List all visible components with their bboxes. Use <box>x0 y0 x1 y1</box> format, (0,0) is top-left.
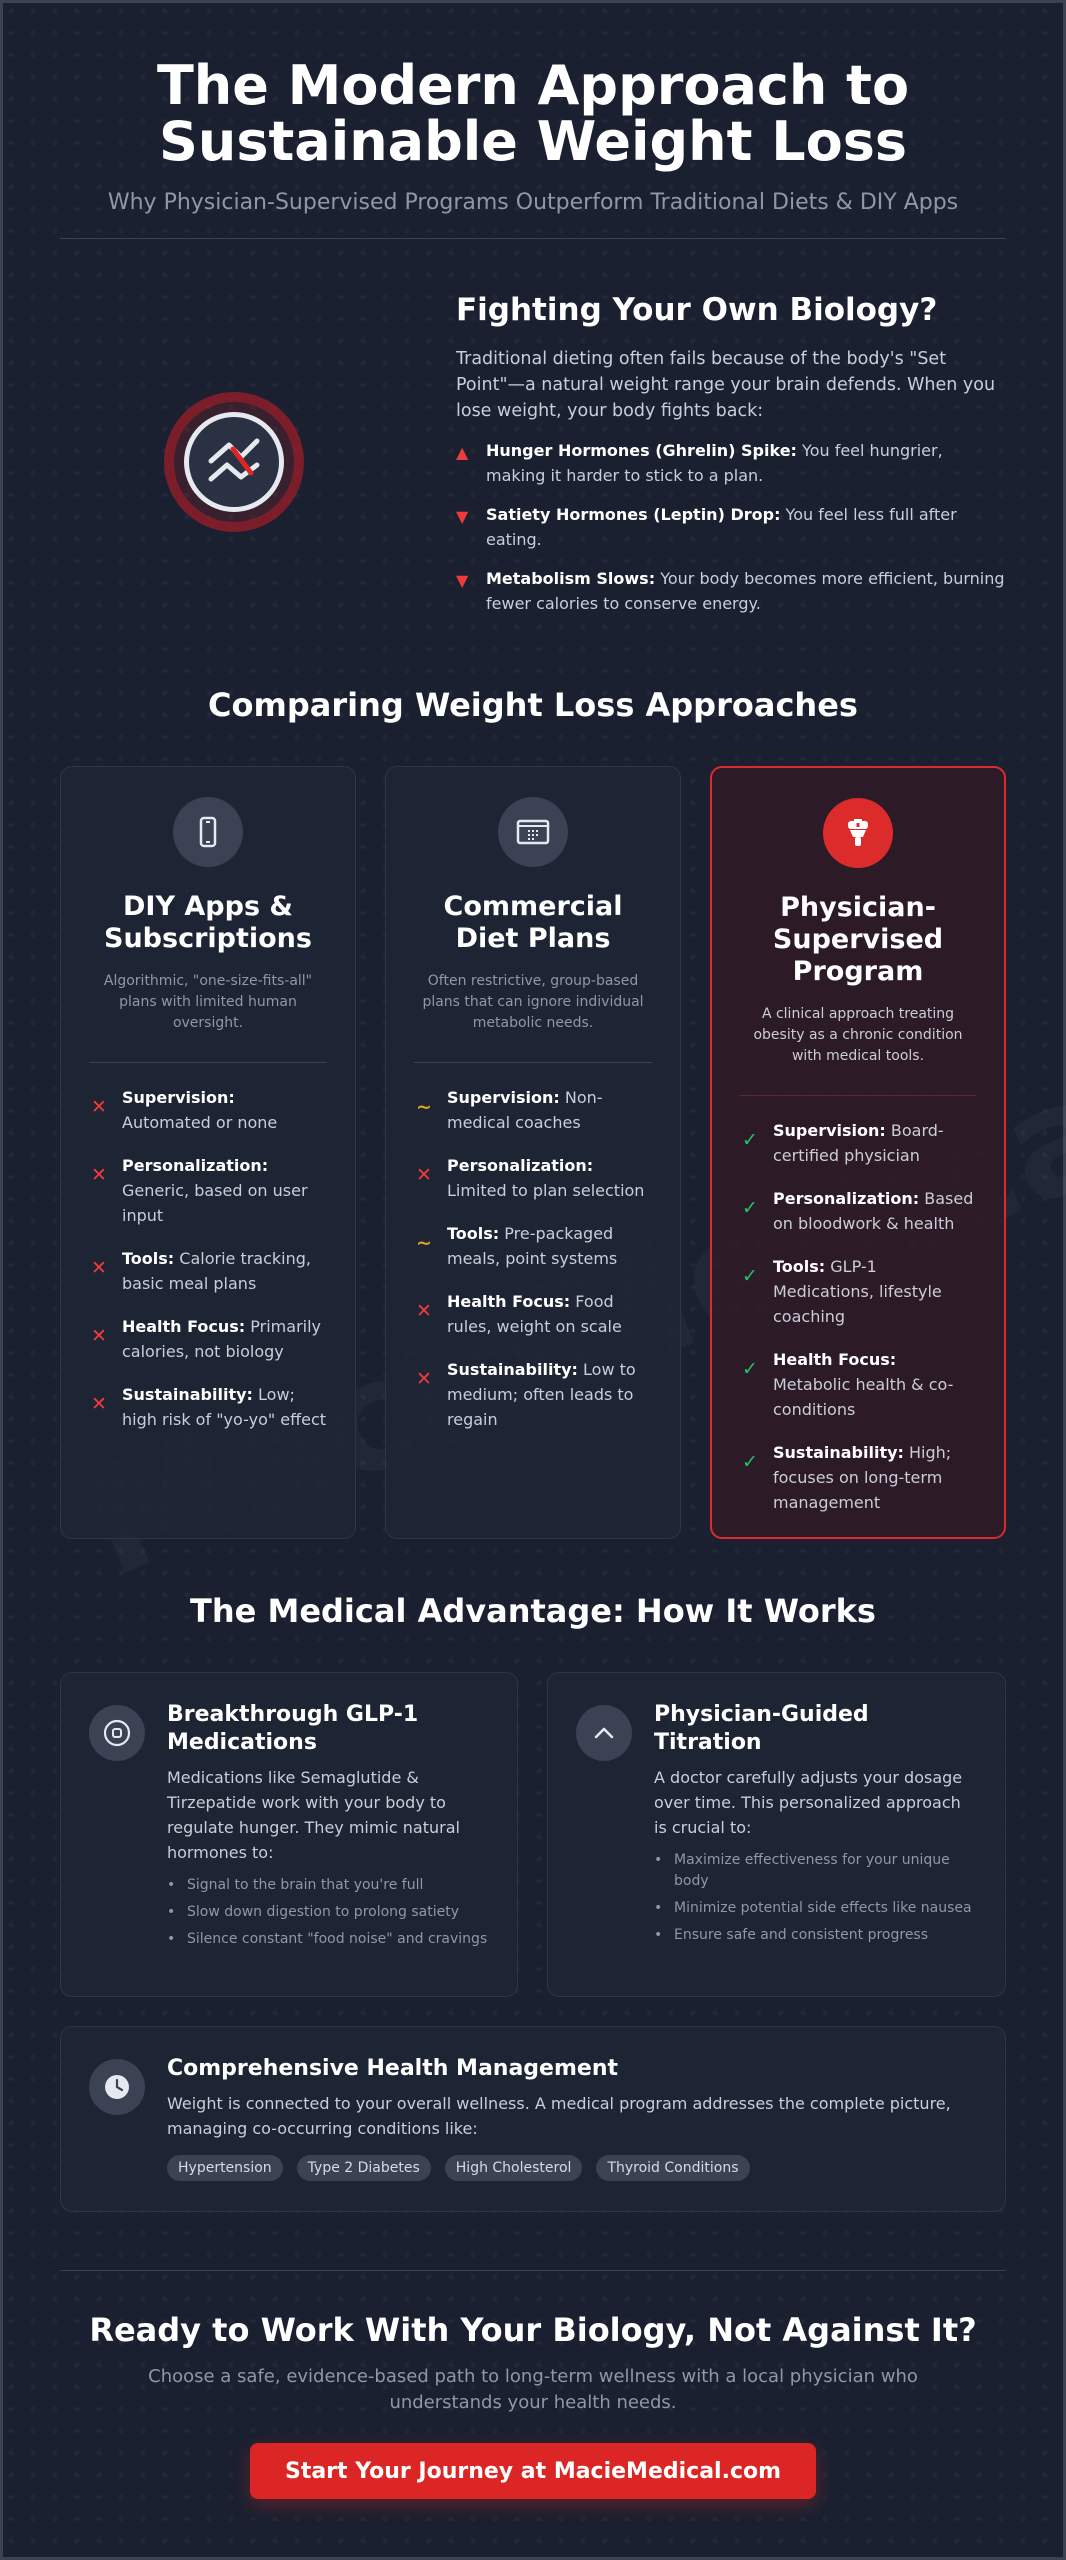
card-titration <box>547 1672 1006 1997</box>
card-divider <box>89 1062 327 1063</box>
feature-item: ✓ Health Focus: Metabolic health & co-conditions <box>742 1350 954 1419</box>
advantage-title: The Medical Advantage: How It Works <box>190 1592 876 1630</box>
card-divider <box>414 1062 652 1063</box>
cross-icon: ✕ <box>91 1164 107 1186</box>
feature-list <box>414 1085 652 1432</box>
list-item: ▲ Hunger Hormones (Ghrelin) Spike: You feel hungrier, making it harder to stick to a plan. <box>456 441 943 485</box>
card-title: Comprehensive Health Management <box>167 2056 618 2081</box>
check-icon: ✓ <box>742 1265 758 1287</box>
cross-icon: ✕ <box>91 1393 107 1415</box>
cross-icon: ✕ <box>91 1096 107 1118</box>
condition-tag: Type 2 Diabetes <box>297 2155 431 2181</box>
comparison-title: Comparing Weight Loss Approaches <box>208 686 858 724</box>
feature-item: ✕ Supervision: Automated or none <box>91 1088 278 1132</box>
cross-icon: ✕ <box>416 1300 432 1322</box>
feature-item: ✓ Sustainability: High; focuses on long-term management <box>742 1443 952 1512</box>
chevron-up-icon <box>576 1705 632 1761</box>
condition-tags <box>167 2155 977 2181</box>
feature-list <box>89 1085 327 1432</box>
list-item: • Maximize effectiveness for your unique body <box>654 1850 977 1892</box>
feature-item: ✕ Personalization: Limited to plan selection <box>416 1156 645 1200</box>
title-line-1: The Modern Approach to <box>156 54 910 117</box>
check-icon: ✓ <box>742 1451 758 1473</box>
card-title: Physician-Guided Titration <box>654 1702 869 1755</box>
card-health-management <box>60 2026 1006 2212</box>
check-icon: ✓ <box>742 1358 758 1380</box>
biology-section <box>60 292 1006 632</box>
list-item: ▼ Satiety Hormones (Leptin) Drop: You feel less full after eating. <box>456 505 957 549</box>
hormone-scale-icon <box>164 392 304 532</box>
condition-tag: High Cholesterol <box>445 2155 583 2181</box>
card-description: Often restrictive, group-based plans that can ignore individual metabolic needs. <box>422 973 644 1031</box>
list-item: • Minimize potential side effects like nausea <box>654 1898 977 1919</box>
card-description: Algorithmic, "one-size-fits-all" plans with limited human oversight. <box>103 973 313 1031</box>
card-text: Weight is connected to your overall wellness. A medical program addresses the complete picture, managing co-occurring conditions like: <box>167 2094 951 2138</box>
arrow-down-icon: ▼ <box>456 571 469 590</box>
cross-icon: ✕ <box>416 1368 432 1390</box>
card-physician-supervised <box>710 766 1006 1539</box>
feature-item: ✕ Tools: Calorie tracking, basic meal plans <box>91 1249 311 1293</box>
bullet-list <box>167 1875 489 1950</box>
page-title <box>60 54 1006 173</box>
card-commercial-diets <box>385 766 681 1539</box>
card-description: A clinical approach treating obesity as a chronic condition with medical tools. <box>753 1006 963 1064</box>
feature-item: ✕ Health Focus: Food rules, weight on scale <box>416 1292 622 1336</box>
list-item: • Silence constant "food noise" and cravings <box>167 1929 489 1950</box>
cta-subtitle: Choose a safe, evidence-based path to long-term wellness with a local physician who understands your health needs. <box>148 2366 918 2413</box>
feature-item: ✕ Sustainability: Low; high risk of "yo-yo" effect <box>91 1385 327 1429</box>
card-title: Breakthrough GLP-1 Medications <box>167 1702 419 1755</box>
smartphone-icon <box>173 797 243 867</box>
tilde-icon: ~ <box>416 1096 432 1118</box>
card-title: DIY Apps & Subscriptions <box>104 891 312 954</box>
bullet-list <box>654 1850 977 1946</box>
cta-title: Ready to Work With Your Biology, Not Against It? <box>89 2311 977 2349</box>
feature-item: ✕ Sustainability: Low to medium; often leads to regain <box>416 1360 636 1429</box>
capsule-icon <box>89 1705 145 1761</box>
feature-item: ~ Supervision: Non-medical coaches <box>416 1088 603 1132</box>
card-diy-apps <box>60 766 356 1539</box>
condition-tag: Hypertension <box>167 2155 283 2181</box>
feature-item: ~ Tools: Pre-packaged meals, point systems <box>416 1224 618 1268</box>
comparison-cards <box>60 766 1006 1539</box>
cross-icon: ✕ <box>91 1325 107 1347</box>
feature-item: ✓ Supervision: Board-certified physician <box>742 1121 944 1165</box>
page-header <box>60 54 1006 215</box>
card-text: Medications like Semaglutide & Tirzepatide work with your body to regulate hunger. They mimic natural hormones to: <box>167 1768 460 1862</box>
condition-tag: Thyroid Conditions <box>596 2155 749 2181</box>
biology-title: Fighting Your Own Biology? <box>456 292 938 328</box>
list-item: • Ensure safe and consistent progress <box>654 1925 977 1946</box>
check-icon: ✓ <box>742 1129 758 1151</box>
biology-lead: Traditional dieting often fails because of the body's "Set Point"—a natural weight range your brain defends. When you lose weight, your body fights back: <box>456 349 996 421</box>
biology-list <box>456 438 1006 616</box>
card-title: Commercial Diet Plans <box>443 891 623 954</box>
start-journey-button[interactable]: Start Your Journey at MacieMedical.com <box>250 2443 816 2499</box>
clock-icon <box>89 2059 145 2115</box>
feature-item: ✓ Personalization: Based on bloodwork & health <box>742 1189 974 1233</box>
list-item: • Slow down digestion to prolong satiety <box>167 1902 489 1923</box>
card-text: A doctor carefully adjusts your dosage over time. This personalized approach is crucial to: <box>654 1768 963 1837</box>
arrow-down-icon: ▼ <box>456 507 469 526</box>
tilde-icon: ~ <box>416 1232 432 1254</box>
arrow-up-icon: ▲ <box>456 443 469 462</box>
page-subtitle: Why Physician-Supervised Programs Outperform Traditional Diets & DIY Apps <box>107 190 959 215</box>
card-glp1 <box>60 1672 518 1997</box>
cross-icon: ✕ <box>416 1164 432 1186</box>
feature-item: ✓ Tools: GLP-1 Medications, lifestyle coaching <box>742 1257 942 1326</box>
list-item: ▼ Metabolism Slows: Your body becomes more efficient, burning fewer calories to conserve energy. <box>456 569 1005 613</box>
cross-icon: ✕ <box>91 1257 107 1279</box>
card-divider <box>740 1095 976 1096</box>
calendar-box-icon <box>498 797 568 867</box>
feature-item: ✕ Health Focus: Primarily calories, not biology <box>91 1317 322 1361</box>
cta-divider <box>60 2270 1006 2271</box>
card-title: Physician-Supervised Program <box>772 892 944 987</box>
header-divider <box>60 238 1006 239</box>
list-item: • Signal to the brain that you're full <box>167 1875 489 1896</box>
check-icon: ✓ <box>742 1197 758 1219</box>
title-line-2: Sustainable Weight Loss <box>159 110 907 173</box>
biology-text <box>456 292 1006 630</box>
feature-item: ✕ Personalization: Generic, based on user input <box>91 1156 308 1225</box>
physician-icon <box>823 798 893 868</box>
feature-list <box>740 1118 976 1515</box>
